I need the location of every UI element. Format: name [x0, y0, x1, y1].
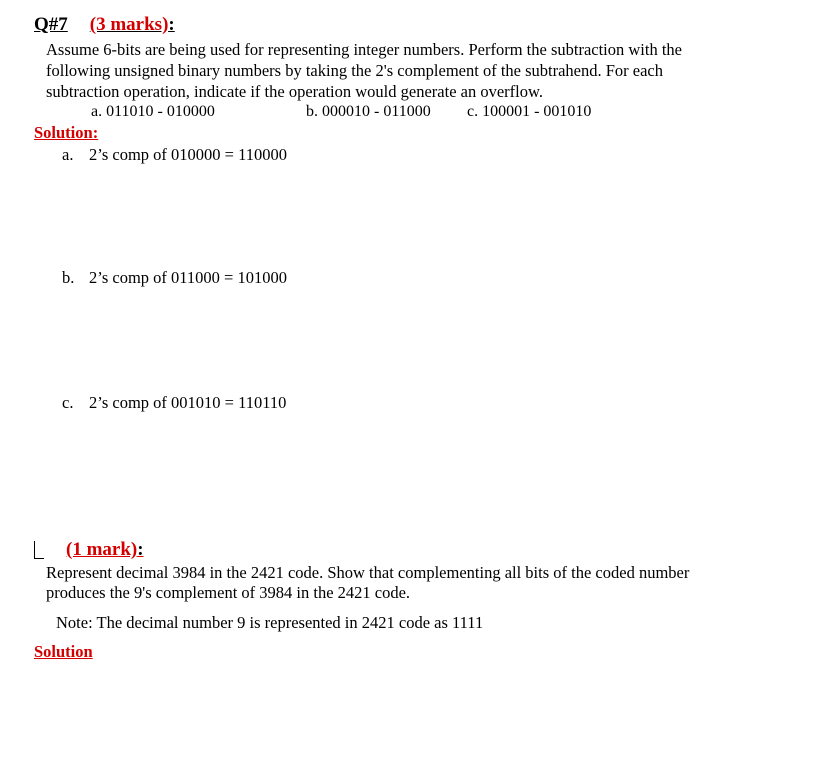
question-8-line-1: Represent decimal 3984 in the 2421 code. Show that complementing all bits of the coded number [46, 563, 690, 582]
step-b-text: 2’s comp of 011000 = 101000 [89, 268, 287, 287]
heading-colon: : [137, 539, 144, 560]
question-8-line-2: produces the 9's complement of 3984 in the 2421 code. [46, 583, 411, 602]
question-7-line-1: Assume 6-bits are being used for representing integer numbers. Perform the subtraction with the [46, 40, 682, 59]
solution-label: Solution: [34, 123, 99, 142]
step-c-text: 2’s comp of 001010 = 110110 [89, 393, 287, 412]
question-7-line-3: subtraction operation, indicate if the operation would generate an overflow. [46, 82, 543, 101]
question-7-heading [34, 14, 175, 36]
solution-label-2: Solution [34, 642, 93, 661]
option-b: b. 000010 - 011000 [306, 103, 431, 120]
text-cursor [34, 541, 35, 559]
question-8-marks: (1 mark) [66, 539, 138, 560]
question-marks: (3 marks) [89, 14, 169, 35]
step-b-label: b. [62, 268, 75, 287]
step-a-text: 2’s comp of 010000 = 110000 [89, 145, 287, 164]
option-c: c. 100001 - 001010 [467, 103, 592, 120]
question-8-heading [66, 539, 144, 561]
text-cursor-underline [34, 558, 44, 559]
step-a-label: a. [62, 145, 74, 164]
note-text: Note: The decimal number 9 is represented in 2421 code as 1111 [56, 613, 484, 632]
heading-colon: : [168, 14, 175, 35]
question-7-line-2: following unsigned binary numbers by taking the 2's complement of the subtrahend. For each [46, 61, 664, 80]
question-number: Q#7 [34, 14, 68, 35]
option-a: a. 011010 - 010000 [91, 103, 215, 120]
step-c-label: c. [62, 393, 74, 412]
